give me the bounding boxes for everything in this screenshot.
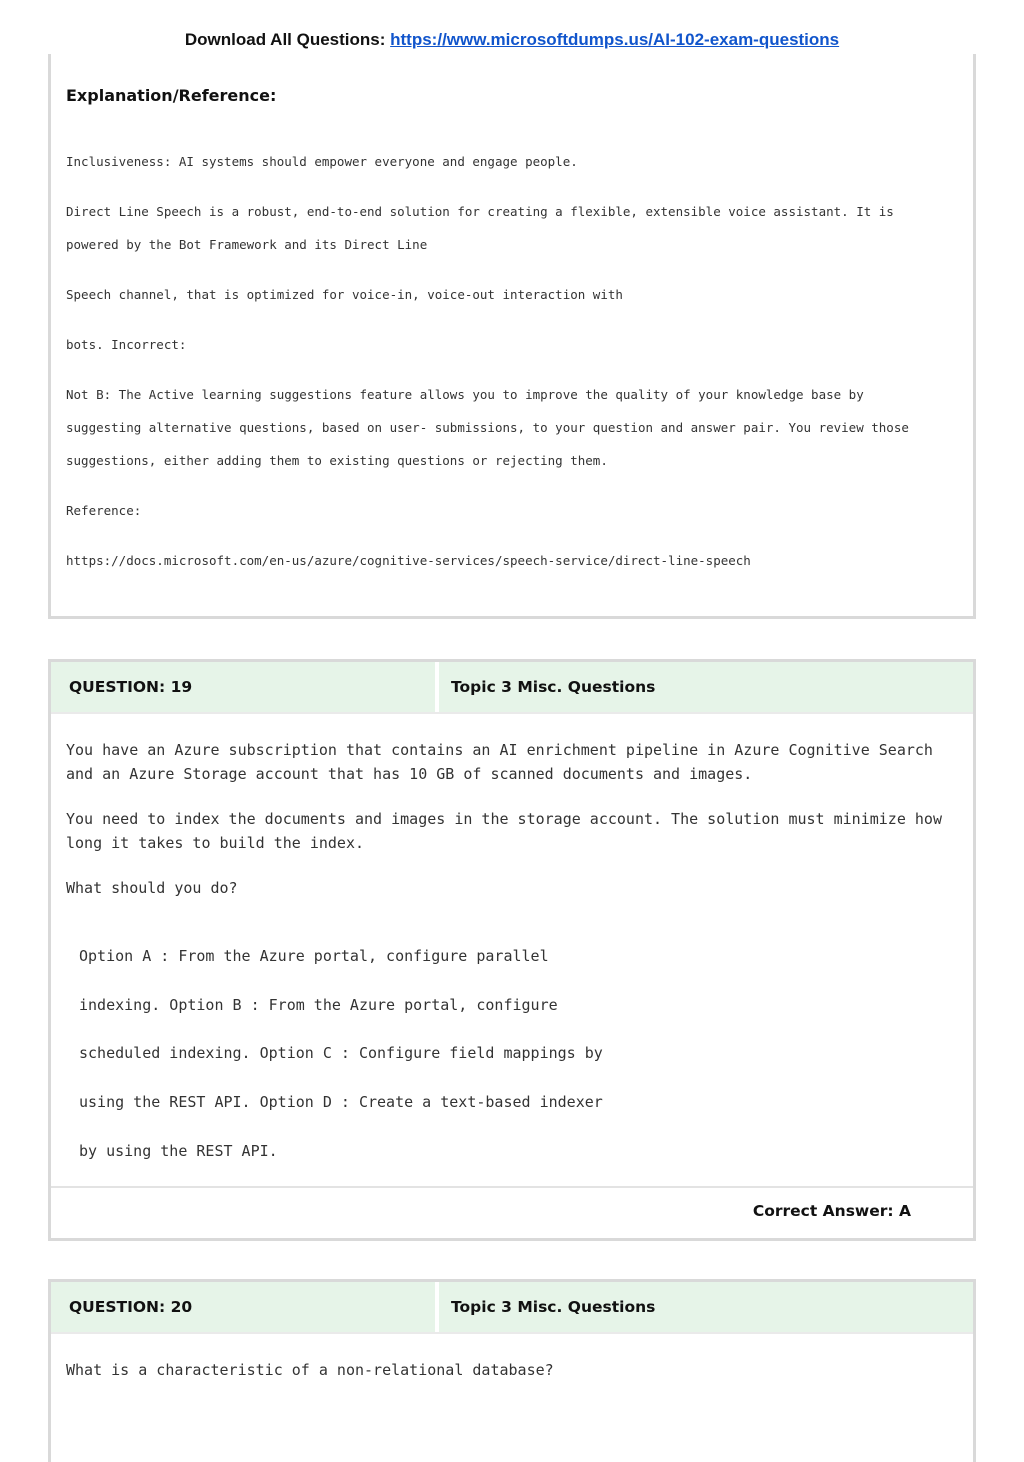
download-link[interactable]: https://www.microsoftdumps.us/AI-102-exam-questions [390,30,840,49]
explanation-line: powered by the Bot Framework and its Direct Line [66,237,428,252]
question-prompt: What should you do? [66,879,238,897]
question-text: You need to index the documents and images in the storage account. The solution must minimize how long it takes to build the index. [66,810,942,852]
question-header [51,1282,973,1334]
option-line: by using the REST API. [79,1142,278,1160]
correct-answer: Correct Answer: A [752,1202,911,1220]
explanation-title: Explanation/Reference: [66,86,277,105]
option-line: Option A : From the Azure portal, configure parallel [79,947,549,965]
explanation-line: Not B: The Active learning suggestions feature allows you to improve the quality of your knowledge base by [66,387,864,402]
option-line: scheduled indexing. Option C : Configure field mappings by [79,1044,603,1062]
question-topic: Topic 3 Misc. Questions [451,678,656,696]
explanation-line: Direct Line Speech is a robust, end-to-end solution for creating a flexible, extensible voice assistant. It is [66,204,894,219]
explanation-block [48,54,976,619]
question-number: QUESTION: 20 [51,1282,439,1332]
explanation-line: suggesting alternative questions, based on user- submissions, to your question and answer pair. You review those [66,420,909,435]
answer-row [51,1186,973,1238]
question-text: What is a characteristic of a non-relational database? [66,1361,554,1379]
question-topic: Topic 3 Misc. Questions [451,1298,656,1316]
explanation-line: Speech channel, that is optimized for voice-in, voice-out interaction with [66,287,623,302]
question-text: You have an Azure subscription that contains an AI enrichment pipeline in Azure Cognitive Search and an Azure Storage account that has 10 GB of scanned documents and images. [66,741,933,783]
download-banner [0,30,1024,50]
question-card-19 [48,659,976,1241]
reference-link[interactable]: https://docs.microsoft.com/en-us/azure/cognitive-services/speech-service/direct-line-speech [66,553,751,568]
download-label: Download All Questions: [184,30,386,49]
question-number: QUESTION: 19 [51,662,439,712]
question-card-20 [48,1279,976,1462]
explanation-line: suggestions, either adding them to existing questions or rejecting them. [66,453,608,468]
explanation-line: Inclusiveness: AI systems should empower everyone and engage people. [66,154,578,169]
option-line: using the REST API. Option D : Create a text-based indexer [79,1093,603,1111]
question-header [51,662,973,714]
explanation-line: Reference: [66,503,142,518]
option-line: indexing. Option B : From the Azure portal, configure [79,996,558,1014]
explanation-line: bots. Incorrect: [66,337,187,352]
